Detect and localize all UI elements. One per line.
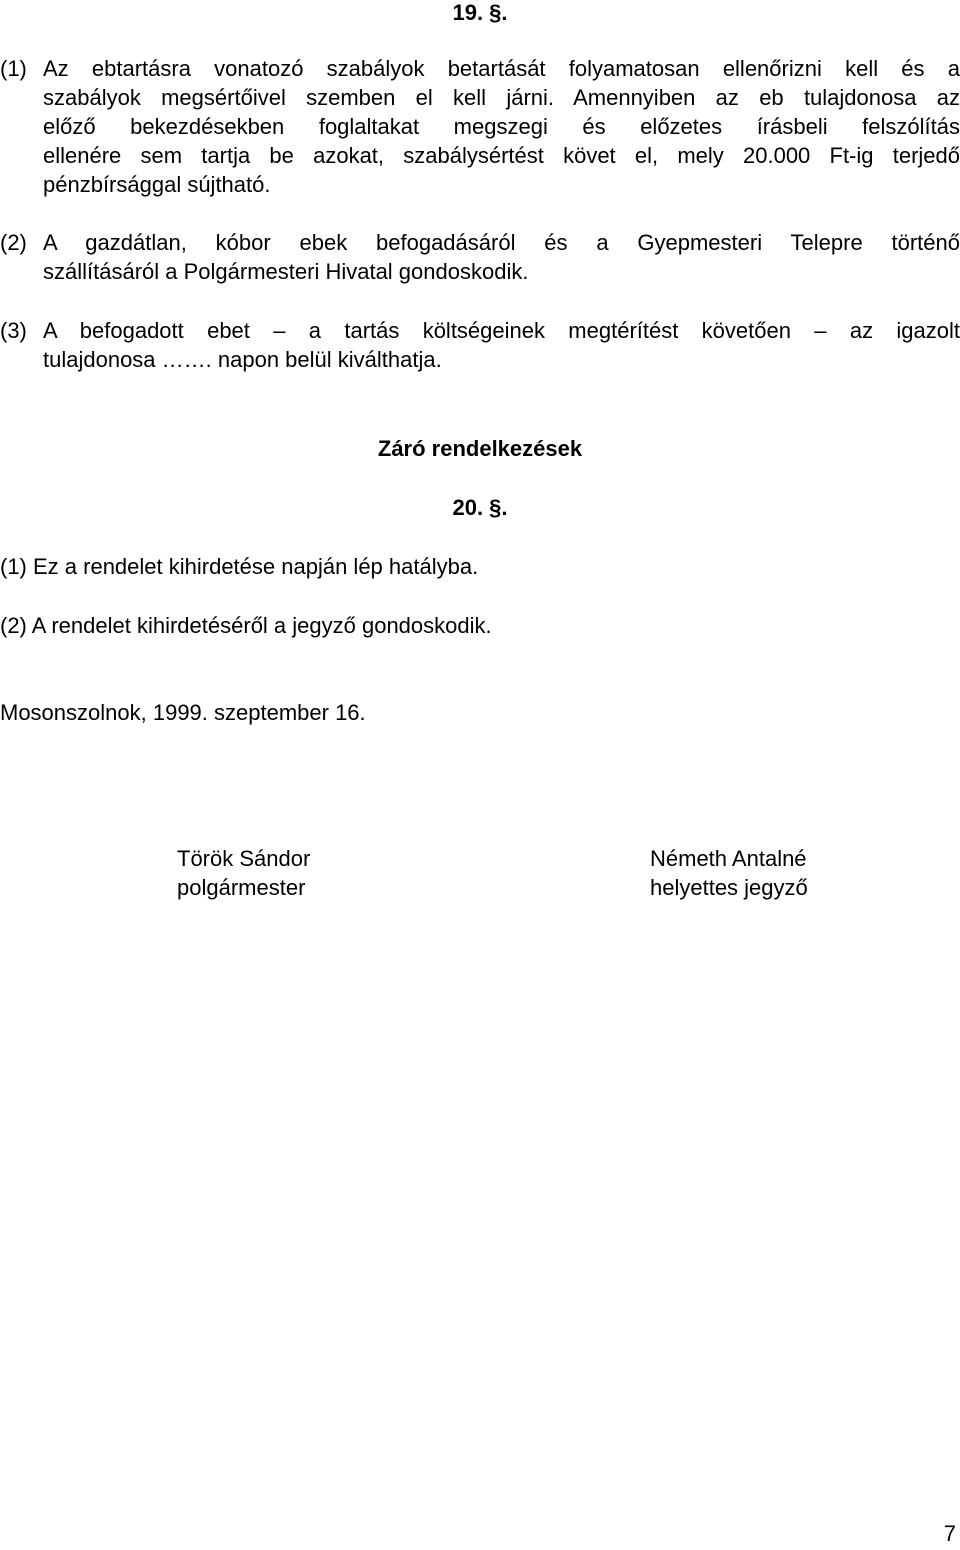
- paragraph-line: ellenére sem tartja be azokat, szabálysértést követ el, mely 20.000 Ft-ig terjedő: [43, 143, 960, 168]
- signature-title: helyettes jegyző: [650, 875, 808, 900]
- signature-name: Németh Antalné: [650, 846, 807, 871]
- paragraph-line: A gazdátlan, kóbor ebek befogadásáról és a Gyepmesteri Telepre történő: [43, 230, 960, 255]
- section-20-number: 20. §.: [452, 495, 508, 520]
- paragraph-number: (3): [0, 318, 27, 343]
- closing-item-2: (2) A rendelet kihirdetéséről a jegyző gondoskodik.: [0, 613, 492, 638]
- paragraph-number: (1): [0, 56, 27, 81]
- paragraph-line: tulajdonosa ……. napon belül kiválthatja.: [43, 347, 442, 372]
- paragraph-line: pénzbírsággal sújtható.: [43, 172, 271, 197]
- place-date: Mosonszolnok, 1999. szeptember 16.: [0, 700, 366, 725]
- paragraph-line: A befogadott ebet – a tartás költségeinek megtérítést követően – az igazolt: [43, 318, 960, 343]
- paragraph-line: előző bekezdésekben foglaltakat megszegi és előzetes írásbeli felszólítás: [43, 114, 960, 139]
- paragraph-text: [43, 316, 960, 374]
- signature-right: [650, 844, 808, 902]
- page-number: 7: [943, 1521, 956, 1546]
- paragraph-line: Az ebtartásra vonatozó szabályok betartását folyamatosan ellenőrizni kell és a: [43, 56, 960, 81]
- paragraph-number: (2): [0, 230, 27, 255]
- signature-title: polgármester: [177, 875, 306, 900]
- signature-left: [177, 844, 310, 902]
- closing-heading: Záró rendelkezések: [377, 436, 583, 461]
- paragraph-line: szállításáról a Polgármesteri Hivatal gondoskodik.: [43, 259, 529, 284]
- paragraph-text: [43, 54, 960, 83]
- paragraph-line: szabályok megsértőivel szemben el kell járni. Amennyiben az eb tulajdonosa az: [43, 85, 960, 110]
- closing-item-1: (1) Ez a rendelet kihirdetése napján lép hatályba.: [0, 554, 479, 579]
- paragraph-text: [43, 228, 960, 286]
- signature-name: Török Sándor: [177, 846, 311, 871]
- section-19-number: 19. §.: [452, 0, 508, 25]
